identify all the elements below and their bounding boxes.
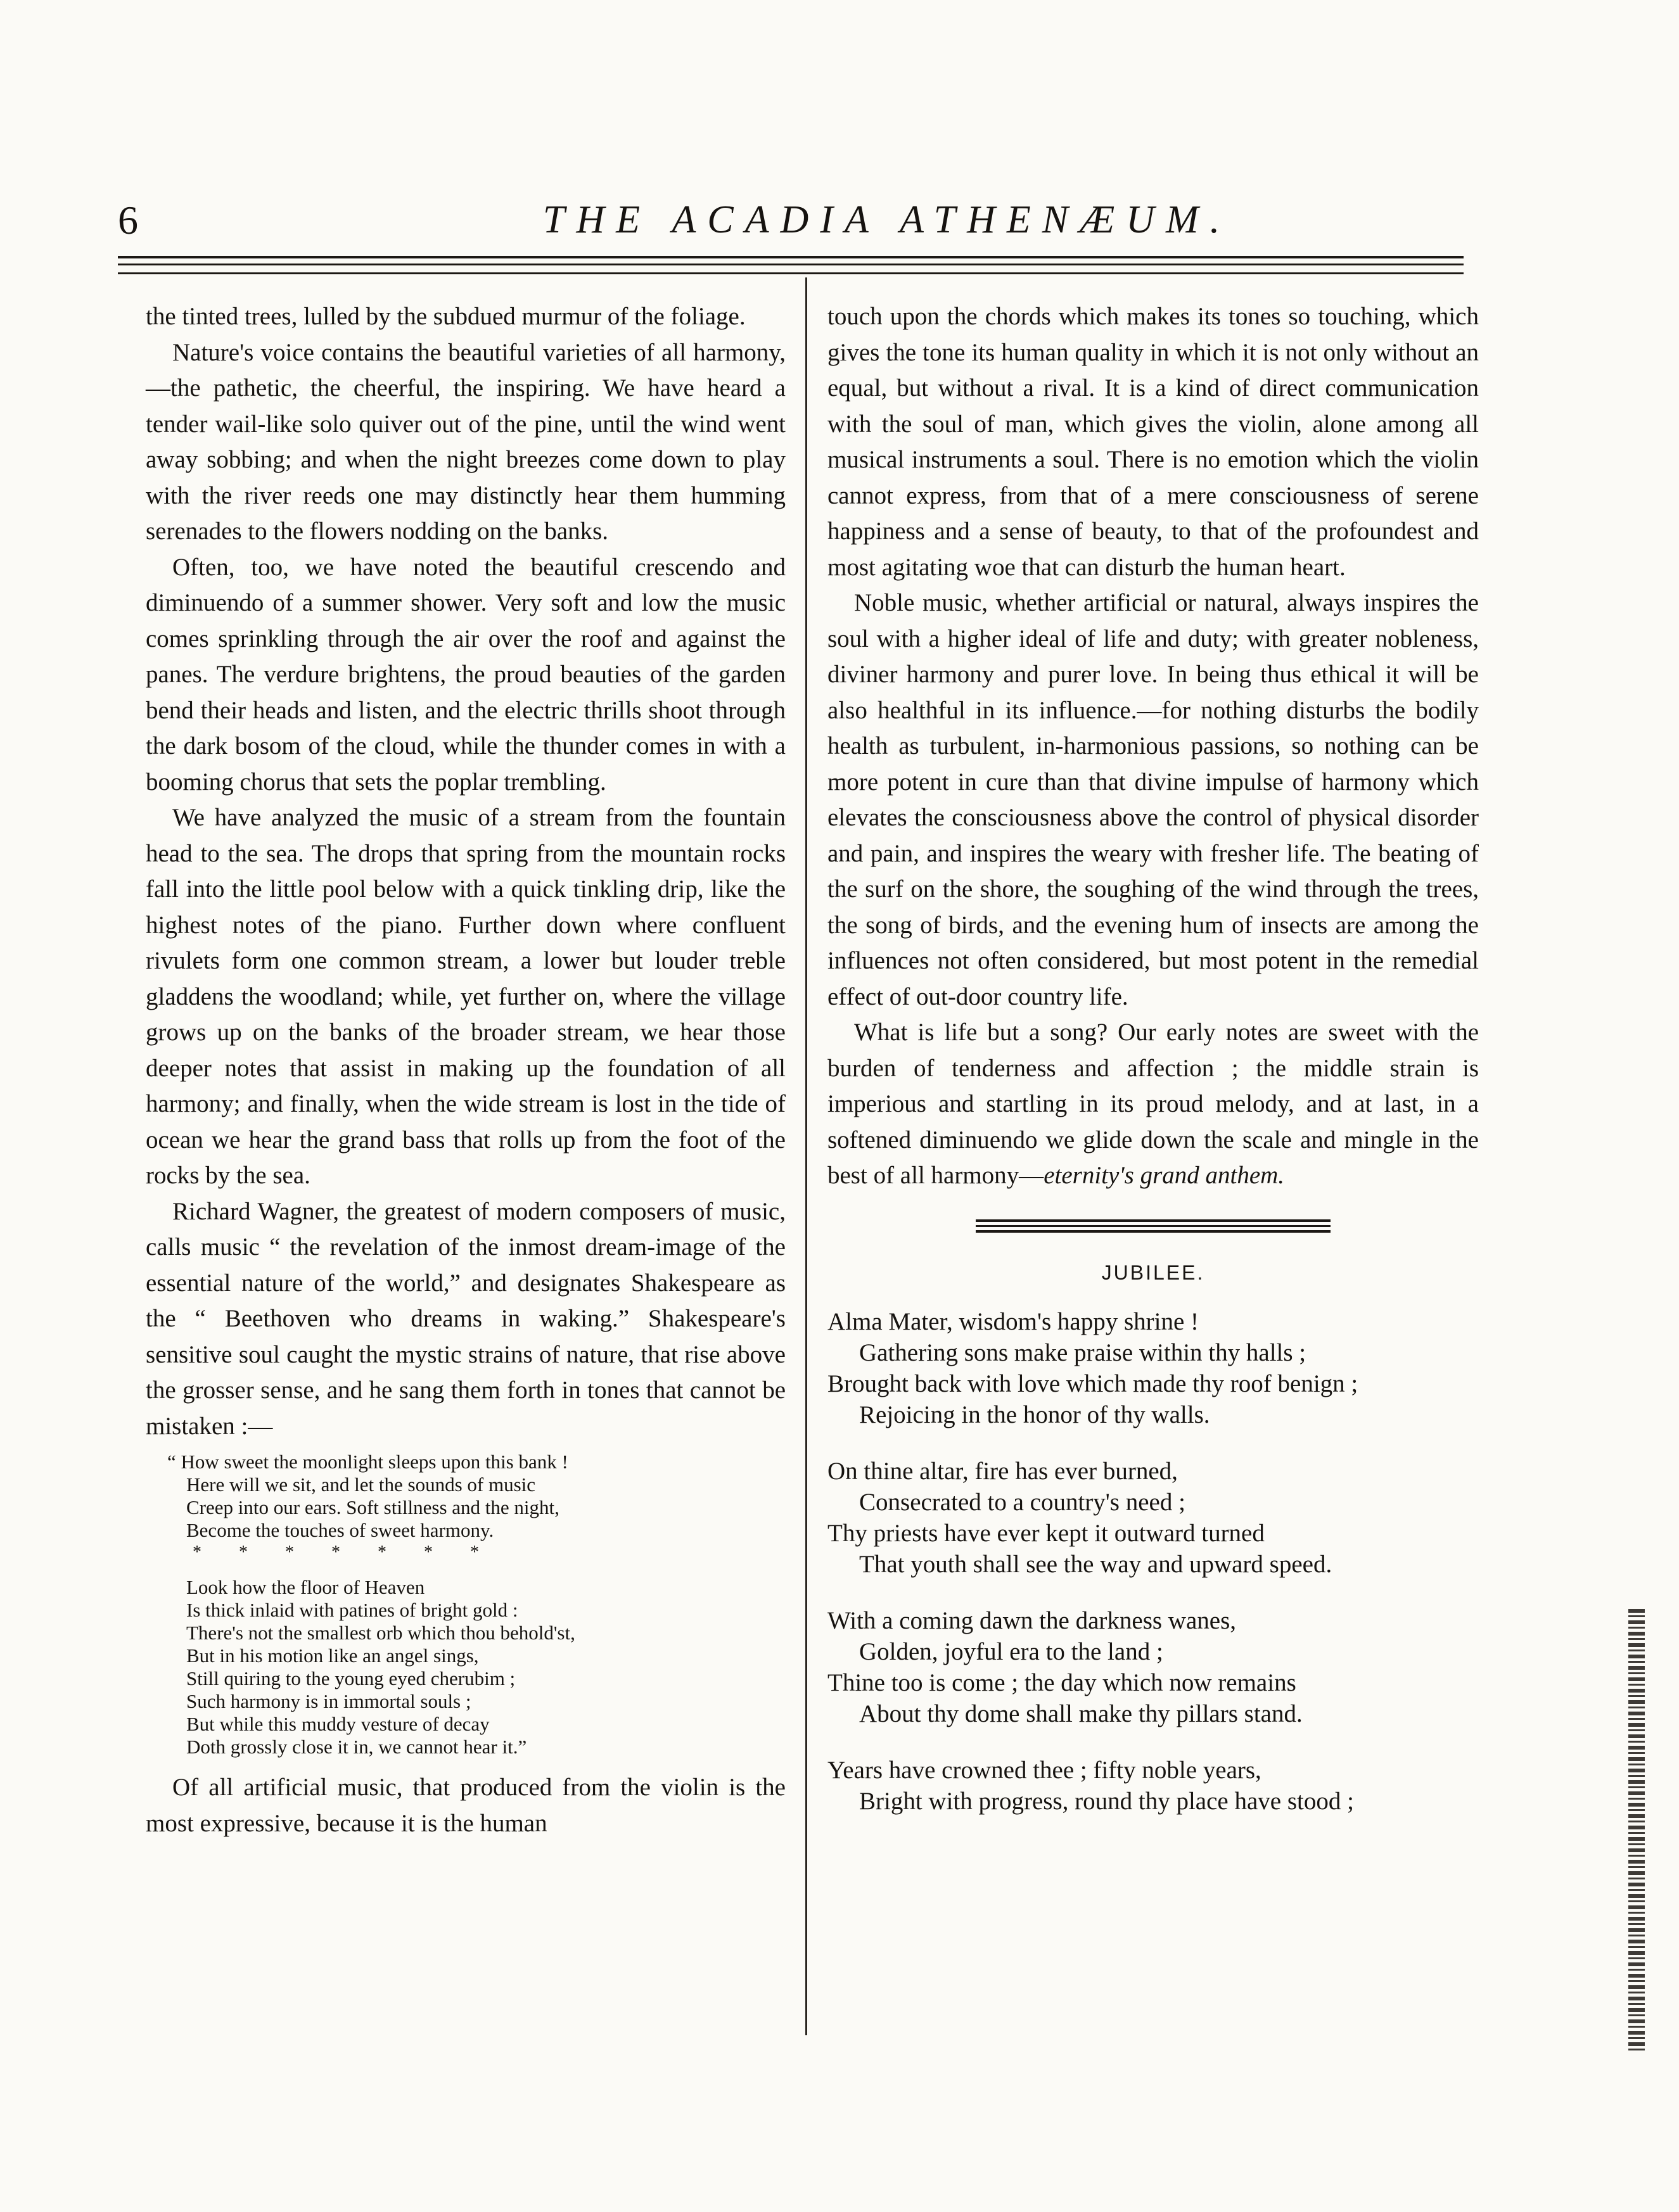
poem-stanza [827,1605,1479,1729]
paragraph [827,1015,1479,1194]
poem-line: Consecrated to a country's need ; [859,1488,1185,1516]
paragraph: touch upon the chords which makes its tones so touching, which gives the tone its human quality in which it is not only without an equal, but without a rival. It is a kind of direct communication with the soul of man, which gives the violin, alone among all musical instruments a soul. There is no emotion which the violin cannot express, from that of a mere consciousness of serene happiness and a sense of beauty, to that of the profoundest and most agitating woe that can disturb the human heart. [827,303,1479,581]
quote-line: Creep into our ears. Soft stillness and the night, [186,1496,559,1518]
right-column [827,299,1479,1842]
header-rule [118,264,1464,265]
italic-phrase: eternity's grand anthem. [1044,1162,1285,1189]
poem-line: Years have crowned thee ; fifty noble years, [827,1756,1261,1784]
poem-line: Bright with progress, round thy place have stood ; [859,1787,1354,1815]
left-column [146,299,786,1841]
poem-line: On thine altar, fire has ever burned, [827,1457,1178,1485]
quote-line: Such harmony is in immortal souls ; [186,1690,471,1712]
binding-edge [1628,1609,1645,2052]
poem-line: Rejoicing in the honor of thy walls. [859,1401,1210,1428]
poem-line: Gathering sons make praise within thy halls ; [859,1338,1306,1366]
paragraph: Richard Wagner, the greatest of modern composers of music, calls music “ the revelation of the inmost dream-image of the essential nature of the world,” and designates Shakespeare as the “ Beethoven who dreams in waking.” Shakespeare's sensitive soul caught the mystic strains of nature, that rise above the grosser sense, and he sang them forth in tones that cannot be mistaken :— [146,1197,786,1440]
ellipsis-stars: * * * * * * * [193,1542,495,1562]
paragraph: Nature's voice contains the beautiful varieties of all harmony,—the pathetic, the cheerful, the inspiring. We have heard a tender wail-like solo quiver out of the pine, until the wind went away sobbing; and when the night breezes come down to play with the river reeds one may distinctly hear them humming serenades to the flowers nodding on the banks. [146,338,786,545]
shakespeare-quote [167,1451,786,1758]
page-number: 6 [118,198,138,243]
poem-line: That youth shall see the way and upward speed. [859,1550,1332,1578]
paragraph: Often, too, we have noted the beautiful crescendo and diminuendo of a summer shower. Very soft and low the music comes sprinkling through the air over the roof and against the panes. The verdure brightens, the proud beauties of the garden bend their heads and listen, and the electric thrills shoot through the dark bosom of the cloud, while the thunder comes in with a booming chorus that sets the poplar trembling. [146,553,786,796]
quote-line: Still quiring to the young eyed cherubim ; [186,1667,516,1689]
quote-line: Doth grossly close it in, we cannot hear it.” [186,1736,527,1758]
section-divider-ornament [976,1219,1331,1233]
quote-line: Look how the floor of Heaven [186,1576,425,1598]
poem-line: With a coming dawn the darkness wanes, [827,1606,1237,1634]
poem-line: Thy priests have ever kept it outward turned [827,1519,1265,1547]
poem-line: Brought back with love which made thy roof benign ; [827,1370,1358,1397]
poem-stanza [827,1456,1479,1580]
paragraph-text: What is life but a song? Our early notes are sweet with the burden of tenderness and affection ; the middle strain is imperious and startling in its proud melody, and at last, in a softened diminuendo we glide down the scale and mingle in the best of all harmony— [827,1019,1479,1189]
quote-line: Become the touches of sweet harmony. [186,1519,494,1541]
quote-line: But while this muddy vesture of decay [186,1713,490,1735]
quote-line: There's not the smallest orb which thou behold'st, [186,1622,575,1644]
poem-line: About thy dome shall make thy pillars stand. [859,1700,1303,1727]
quote-line: “ How sweet the moonlight sleeps upon this bank ! [167,1451,568,1473]
poem-title: JUBILEE. [1101,1261,1205,1284]
quote-line: But in his motion like an angel sings, [186,1644,479,1667]
column-divider [805,277,807,2035]
running-title: THE ACADIA ATHENÆUM. [542,198,1232,241]
quote-line: Is thick inlaid with patines of bright gold : [186,1599,518,1621]
poem-stanza [827,1755,1479,1817]
paragraph: Of all artificial music, that produced from the violin is the most expressive, because it is the human [146,1774,786,1837]
quote-line: Here will we sit, and let the sounds of music [186,1473,536,1496]
paragraph: We have analyzed the music of a stream from the fountain head to the sea. The drops that spring from the mountain rocks fall into the little pool below with a quick tinkling drip, like the highest notes of the piano. Further down where confluent rivulets form one common stream, a lower but louder treble gladdens the woodland; while, yet further on, where the village grows up on the banks of the broader stream, we hear those deeper notes that assist in making up the foundation of all harmony; and finally, when the wide stream is lost in the tide of ocean we hear the grand bass that rolls up from the foot of the rocks by the sea. [146,804,786,1189]
header-rule [118,256,1464,258]
header-rule [118,272,1464,274]
poem-stanza [827,1306,1479,1430]
poem-line: Thine too is come ; the day which now remains [827,1669,1296,1696]
poem-line: Alma Mater, wisdom's happy shrine ! [827,1307,1199,1335]
poem-line: Golden, joyful era to the land ; [859,1637,1163,1665]
paragraph: Noble music, whether artificial or natural, always inspires the soul with a higher ideal of life and duty; with greater nobleness, diviner harmony and purer love. In being thus ethical it will be also healthful in its influence.—for nothing disturbs the bodily health as turbulent, in-harmonious passions, so nothing can be more potent in cure than that divine impulse of harmony which elevates the consciousness above the control of physical disorder and pain, and inspires the weary with fresher life. The beating of the surf on the shore, the soughing of the wind through the trees, the song of birds, and the evening hum of insects are among the influences not often considered, but most potent in the remedial effect of out-door country life. [827,589,1479,1010]
paragraph: the tinted trees, lulled by the subdued murmur of the foliage. [146,303,746,330]
